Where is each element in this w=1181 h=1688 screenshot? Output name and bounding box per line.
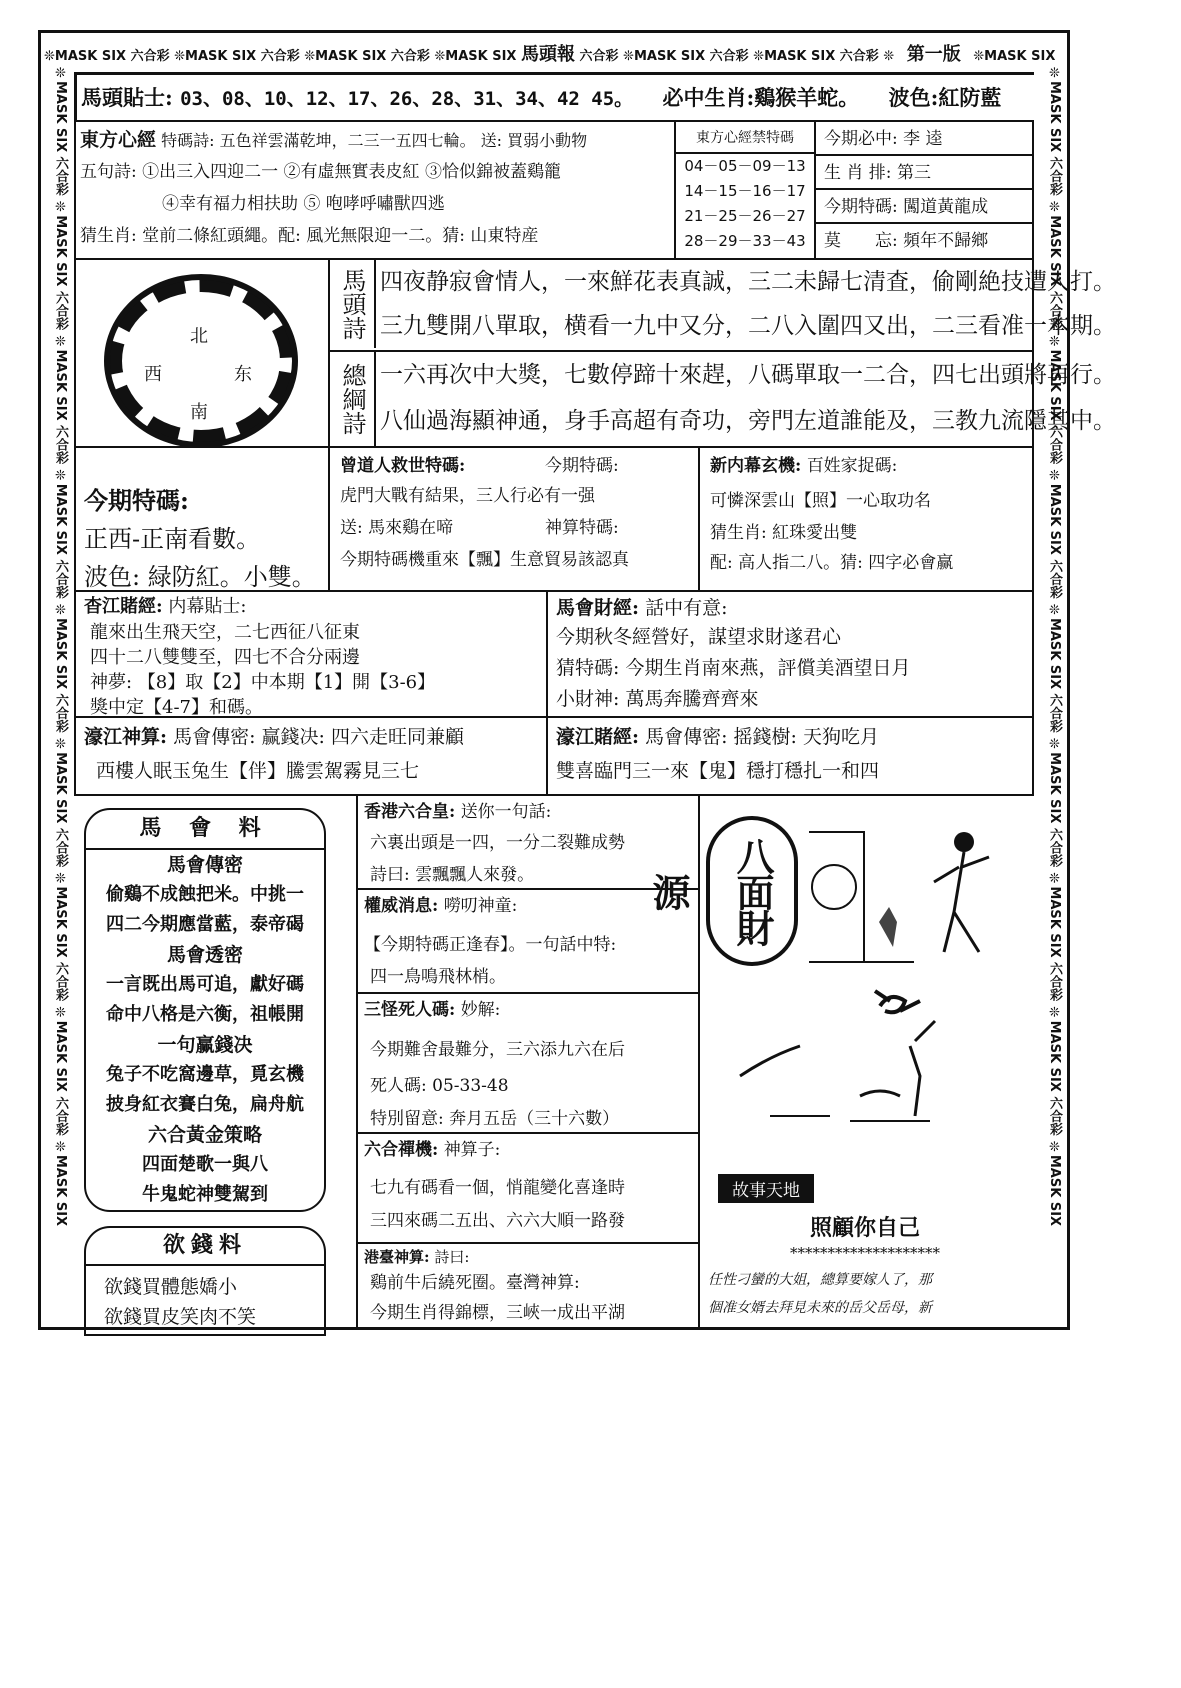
- hao2-line: 雙喜臨門三一來【鬼】穩打穩扎一和四: [556, 760, 880, 782]
- zeng-line: 送: 馬來鷄在啼: [340, 518, 454, 538]
- xin-line: 可憐深雲山【照】一心取功名: [710, 491, 931, 511]
- mid-line: 今期難舍最難分，三六添九六在后: [370, 1040, 625, 1060]
- poem-line: 一六再次中大獎，七數停蹄十來趕，八碼單取一二合，四七出頭將再行。: [380, 362, 1116, 388]
- bottom-left: [74, 796, 358, 1330]
- compass-north: 北: [190, 326, 208, 347]
- zodiac-label: 必中生肖:: [662, 85, 755, 110]
- xiang-line: 獎中定【4-7】和碼。: [90, 697, 263, 718]
- mid-sub: 神算子:: [443, 1140, 501, 1160]
- ban-numbers: 14－15－16－17: [684, 182, 806, 200]
- mid-line: 今期生肖得錦標，三峽一成出平湖: [370, 1303, 625, 1323]
- tips-label: 馬頭貼士:: [81, 85, 173, 110]
- masthead-title: 馬頭報: [521, 44, 575, 65]
- compass-south: 南: [190, 402, 208, 423]
- poem-line: 八仙過海顯神通，身手高超有奇功，旁門左道誰能及，三教九流隱其中。: [380, 408, 1116, 434]
- bamian-caisource-logo: 八面財源: [706, 816, 798, 966]
- east-poem: [80, 126, 587, 155]
- mid-sub: 嘮叨神童:: [443, 896, 518, 916]
- mahui-line: 命中八格是六衡，祖帳開: [106, 1004, 304, 1025]
- xiang-title: 杳江賭經:: [84, 596, 163, 617]
- east-right-item: 今期特碼: 闖道黃龍成: [816, 190, 1032, 224]
- special-title: 今期特碼:: [84, 486, 189, 515]
- row-five: [74, 716, 1034, 796]
- mid-title: 三怪死人碼:: [364, 1000, 456, 1020]
- xiang-line: 四十二八雙雙至，四七不合分兩邊: [90, 647, 360, 668]
- hao1-title: 濠江神算:: [84, 726, 168, 748]
- xin-sub: 百姓家捉碼:: [806, 456, 898, 476]
- ban-table: [674, 122, 816, 258]
- mid-section: [358, 994, 698, 1134]
- zeng-line: 今期特碼機重來【飄】生意貿易該認真: [340, 550, 629, 570]
- hao1-line: 西樓人眠玉兔生【伴】騰雲駕霧見三七: [96, 760, 420, 782]
- yuqian-box: [84, 1226, 326, 1336]
- ban-numbers: 21－25－26－27: [684, 207, 806, 225]
- east-right-item: 生 肖 排: 第三: [816, 156, 1032, 190]
- yuqian-title: 欲錢料: [86, 1228, 324, 1266]
- tips-numbers: 03、08、10、12、17、26、28、31、34、42 45。: [180, 88, 634, 110]
- cai-block: [546, 592, 1032, 716]
- color-label: 波色:: [888, 85, 939, 110]
- special-block: [84, 482, 324, 596]
- east-poem-text: 特碼詩: 五色祥雲滿乾坤，二三一五四七輪。 送: 買弱小動物: [161, 131, 588, 150]
- edition-label: 第一版: [906, 44, 961, 65]
- hao2-sub: 馬會傳密: 摇錢樹: 天狗吃月: [645, 726, 879, 748]
- xiang-sub: 内幕貼士:: [168, 596, 247, 617]
- east-line: 猜生肖: 堂前二條紅頭繩。配: 風光無限迎一二。猜: 山東特産: [80, 226, 539, 246]
- bottom-right: [646, 796, 1034, 1330]
- cai-line: 今期秋冬經營好，謀望求財遂君心: [556, 626, 842, 648]
- mahui-line: 四二今期應當藍，泰帝碣: [106, 914, 304, 935]
- mid-section: [358, 1134, 698, 1244]
- poem-table: [328, 260, 1116, 446]
- mid-sub: 送你一句話:: [460, 802, 552, 822]
- mid-line: 詩曰: 雲飄飄人來發。: [370, 865, 535, 885]
- mid-line: 四一鳥鳴飛林梢。: [370, 967, 506, 987]
- story-tag: 故事天地: [718, 1174, 814, 1203]
- horse-poem: [374, 260, 1116, 348]
- mahui-heading: 六合黃金策略: [147, 1124, 262, 1146]
- tips-line: [81, 83, 1001, 114]
- special-line: 正西-正南看數。: [84, 525, 261, 553]
- east-title: 東方心經: [80, 129, 157, 151]
- story-line: 任性刁蠻的大姐，總算要嫁人了，那: [708, 1272, 932, 1288]
- mid-line: 特別留意: 奔月五岳（三十六數）: [370, 1109, 620, 1129]
- xin-block: [710, 452, 1030, 578]
- total-poem-label: 總綱詩: [338, 363, 366, 435]
- mid-line: 【今期特碼正逢春】。一句話中特:: [364, 935, 617, 955]
- birds-illustration: [740, 986, 1020, 1136]
- mid-title: 六合禪機:: [364, 1140, 439, 1160]
- mid-line: 六裏出頭是一四，一分二裂難成勢: [370, 833, 625, 853]
- hao1-sub: 馬會傳密: 赢錢决: 四六走旺同兼顧: [173, 726, 464, 748]
- side-strip-left: ❊MASK SIX 六合彩 ❊MASK SIX 六合彩 ❊MASK SIX 六合彩 ❊MASK SIX 六合彩 ❊MASK SIX 六合彩 ❊MASK SIX 六合彩 ❊MASK SIX 六合彩 ❊MASK SIX 六合彩 ❊MASK SIX: [53, 66, 68, 1227]
- mid-line: 七九有碼看一個，悄龍變化喜逢時: [370, 1178, 625, 1198]
- cai-line: 小財神: 萬馬奔騰齊齊來: [556, 688, 759, 710]
- banner-pattern: ❊MASK SIX 六合彩 ❊MASK SIX 六合彩 ❊MASK SIX 六合彩 ❊MASK SIX: [44, 49, 517, 64]
- poem-line: 四夜静寂會情人，一來鮮花表真誠，三二未歸七清査，偷剛絶技遭人打。: [380, 269, 1116, 295]
- ban-title: 東方心經禁特碼: [676, 122, 814, 154]
- xin-line: 配: 高人指二八。猜: 四字必會赢: [710, 553, 954, 573]
- mahui-heading: 馬會透密: [166, 944, 243, 966]
- compass-wheel-icon: [106, 276, 296, 446]
- yuqian-line: 欲錢買皮笑肉不笑: [104, 1306, 257, 1328]
- mahui-line: 偷鷄不成蝕把米。中挑一: [106, 884, 304, 905]
- mid-section: [358, 1244, 698, 1330]
- story-title: 照顧你自己: [809, 1216, 920, 1241]
- zeng-block: [328, 448, 700, 590]
- mahui-title: 馬 會 料: [86, 810, 324, 850]
- banner-pattern: ❊MASK SIX: [973, 49, 1056, 64]
- mid-sub: 詩曰:: [434, 1248, 470, 1266]
- hao2-title: 濠江賭經:: [556, 726, 640, 748]
- mahui-line: 牛鬼蛇神雙駕到: [142, 1184, 268, 1205]
- story-line: 個准女婿去拜見未來的岳父岳母，新: [708, 1300, 932, 1316]
- east-section: [74, 120, 1034, 260]
- zodiac-value: 鷄猴羊蛇。: [754, 85, 860, 110]
- poem-line: 三九雙開八單取，横看一九中又分，二八入圍四又出，二三看准一本期。: [380, 313, 1116, 339]
- masthead-banner: [44, 40, 1064, 66]
- zeng-line: 虎門大戰有結果，三人行必有一强: [340, 486, 595, 506]
- xiang-line: 龍來出生飛天空，二七西征八征東: [90, 622, 360, 643]
- east-right-list: [816, 122, 1032, 258]
- xin-title: 新内幕玄機:: [710, 456, 802, 476]
- xiang-block: [84, 594, 544, 720]
- zeng-sub: 今期特碼:: [545, 456, 619, 476]
- poem-section: [74, 258, 1116, 448]
- horse-poem-label: 馬頭詩: [338, 268, 366, 340]
- special-line: 波色: 緑防紅。小雙。: [84, 563, 316, 591]
- story-divider: ********************: [790, 1244, 940, 1262]
- east-line: 五句詩: ①出三入四迎二一 ②有虛無實表皮紅 ③恰似錦被蓋鷄籠: [80, 162, 561, 182]
- zeng-title: 曾道人救世特碼:: [340, 456, 466, 476]
- row-three: [74, 446, 1034, 592]
- yuqian-line: 欲錢買體態嬌小: [104, 1276, 238, 1298]
- mahui-heading: 馬會傳密: [166, 854, 243, 876]
- side-strip-right: ❊MASK SIX 六合彩 ❊MASK SIX 六合彩 ❊MASK SIX 六合彩 ❊MASK SIX 六合彩 ❊MASK SIX 六合彩 ❊MASK SIX 六合彩 ❊MASK SIX 六合彩 ❊MASK SIX 六合彩 ❊MASK SIX: [1047, 66, 1062, 1227]
- mahui-line: 一言既出馬可追，獻好碼: [106, 974, 304, 995]
- compass-west: 西: [144, 364, 162, 385]
- story-text: [708, 1266, 932, 1322]
- east-right-item: 今期必中: 李 逵: [816, 122, 1032, 156]
- ban-numbers: 28－29－33－43: [684, 232, 806, 250]
- mid-line: 死人碼: 05-33-48: [370, 1076, 509, 1096]
- mahui-line: 四面楚歌一與八: [142, 1154, 268, 1175]
- compass-east: 东: [234, 364, 252, 385]
- zeng-sub: 神算特碼:: [545, 518, 619, 538]
- cartoon-illustration: [804, 812, 1024, 972]
- mahui-line: 披身紅衣賽白兔，扁舟航: [106, 1094, 304, 1115]
- row-four: [74, 590, 1034, 718]
- banner-pattern: 六合彩 ❊MASK SIX 六合彩 ❊MASK SIX 六合彩 ❊: [579, 49, 895, 64]
- tips-row: [74, 72, 1034, 120]
- xin-line: 猜生肖: 紅珠愛出雙: [710, 523, 858, 543]
- mid-line: 鷄前牛后繞死圈。臺灣神算:: [370, 1273, 580, 1293]
- mahui-line: 兔子不吃窩邊草，覓玄機: [106, 1064, 304, 1085]
- mid-line: 三四來碼二五出、六六大順一路發: [370, 1211, 625, 1231]
- xiang-line: 神夢: 【8】取【2】中本期【1】開【3-6】: [90, 672, 436, 693]
- color-value: 紅防藍: [938, 85, 1002, 110]
- cai-line: 猜特碼: 今期生肖南來燕，評償美酒望日月: [556, 657, 911, 679]
- east-right-item: 莫 忘: 頻年不歸鄉: [824, 231, 989, 251]
- mahui-heading: 一句赢錢决: [157, 1034, 253, 1056]
- hao-du-block: [546, 718, 1032, 794]
- mid-title: 權威消息:: [364, 896, 439, 916]
- east-line: ④幸有福力相扶助 ⑤ 咆哮呼嘯獸四逃: [162, 194, 445, 214]
- mid-sub: 妙解:: [460, 1000, 501, 1020]
- ban-numbers: 04－05－09－13: [684, 157, 806, 175]
- cai-title: 馬會財經:: [556, 597, 640, 619]
- mid-title: 香港六合皇:: [364, 802, 456, 822]
- cai-sub: 話中有意:: [645, 597, 728, 619]
- mahui-box: [84, 808, 326, 1212]
- total-poem: [374, 352, 1116, 446]
- mid-title: 港臺神算:: [364, 1248, 430, 1266]
- hao-shen-block: [84, 722, 544, 786]
